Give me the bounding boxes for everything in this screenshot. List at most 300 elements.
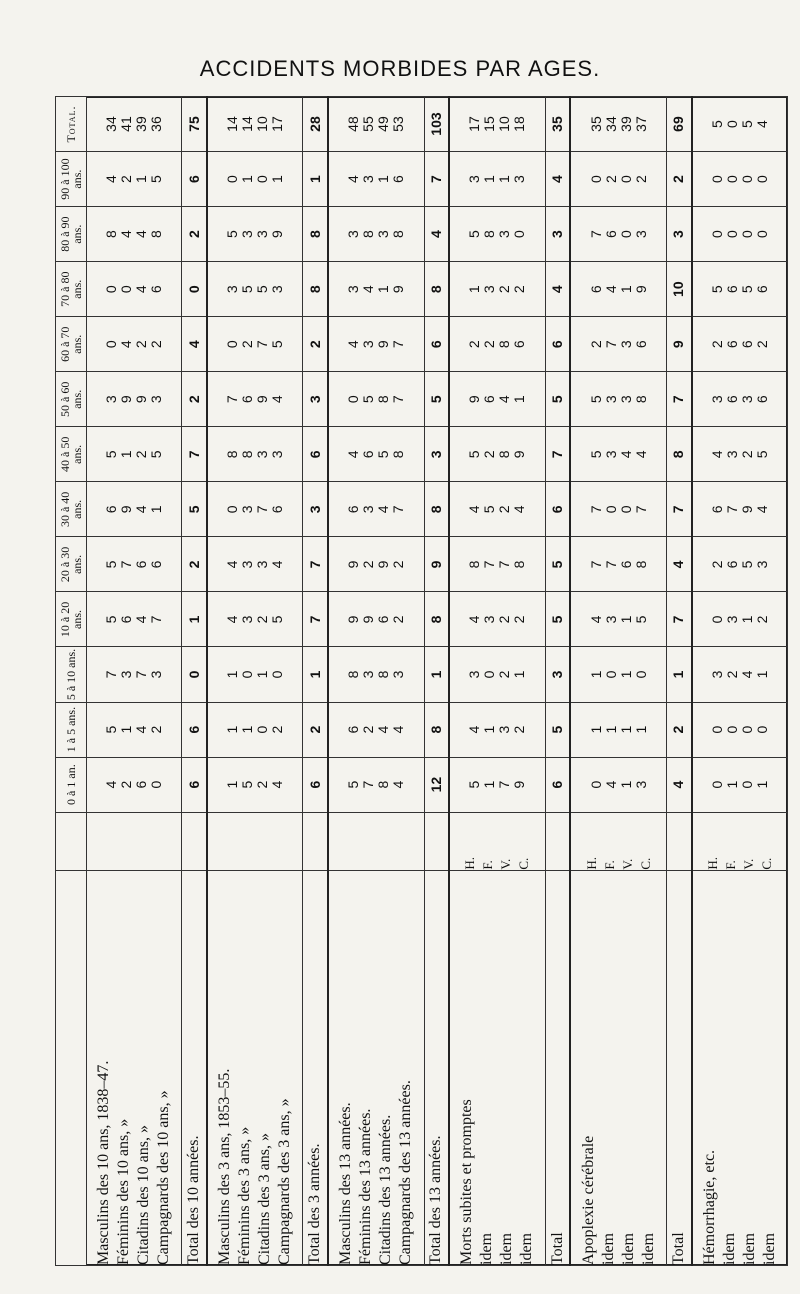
value: 5 [103,560,120,569]
row-label-line: Masculins des 10 ans, 1838–47. [95,1060,113,1265]
value: 0 [723,175,740,183]
age-header: 80 à 90 ans. [56,207,87,262]
value: 4 [549,285,566,294]
row-label-line: Campagnards des 3 ans, » [276,1098,294,1265]
value: 7 [390,505,407,514]
value: 5 [632,615,649,624]
value: 3 [360,505,377,514]
row-label-line: Total [669,1232,687,1265]
value: 1 [602,725,619,734]
value: 1 [306,670,323,679]
row-label-line: idem [619,1233,637,1265]
value-cell [692,207,788,262]
value: 7 [670,505,687,514]
value: 6 [118,615,135,624]
value: 4 [549,175,566,183]
value: 8 [427,285,444,294]
value: 0 [602,505,619,514]
value-cell [328,592,424,647]
data-row [87,97,182,1266]
value-cell [303,207,328,262]
value: 0 [224,175,241,183]
total-row [182,97,207,1266]
value: 1 [224,725,241,734]
value: 4 [345,340,362,349]
value: 2 [133,340,150,349]
value: 49 [375,116,392,132]
value: 3 [269,450,286,459]
value: 2 [466,340,483,349]
value: 2 [753,340,770,349]
sex-code-cell [207,812,303,870]
value: 0 [738,725,755,734]
row-label-line: idem [599,1233,617,1265]
value: 2 [738,450,755,459]
value: 7 [602,560,619,569]
value: 0 [269,670,286,679]
row-label-line: Féminins des 3 ans, » [236,1126,254,1265]
value: 5 [738,560,755,569]
value-cell [182,702,207,757]
value: 0 [587,175,604,183]
value: 5 [148,175,165,183]
value: 1 [511,395,528,404]
value: 4 [602,780,619,789]
value: 4 [103,175,120,183]
value: 3 [753,560,770,569]
value-cell [182,537,207,592]
value: 4 [224,560,241,569]
value-cell [303,592,328,647]
data-row [207,97,303,1266]
value: 5 [549,395,566,404]
value: 4 [133,230,150,239]
value-cell [207,537,303,592]
value-cell [545,97,570,152]
value: 7 [670,615,687,624]
value-cell [449,427,545,482]
value: 0 [224,340,241,349]
value: 4 [118,230,135,239]
value: 1 [738,615,755,624]
value: 4 [466,505,483,514]
value-cell [424,757,449,812]
value: 4 [269,780,286,789]
value: 1 [617,780,634,789]
value-cell [207,152,303,207]
row-label-line: Total des 13 années. [427,1135,445,1265]
value-cell [303,97,328,152]
value: 2 [118,175,135,183]
value: 1 [224,670,241,679]
value-cell [449,482,545,537]
value: 7 [254,505,271,514]
value: 3 [496,230,513,239]
value: 5 [708,120,725,128]
row-label-line: Masculins des 3 ans, 1853–55. [216,1068,234,1265]
value-cell [207,372,303,427]
sex-code: V. [619,858,635,870]
value: 3 [103,395,120,404]
sex-code-cell [666,812,691,870]
value: 7 [185,450,202,459]
value-cell [449,757,545,812]
value-cell [449,207,545,262]
value-cell [87,372,182,427]
value-cell [545,372,570,427]
value: 5 [345,780,362,789]
value-cell [328,482,424,537]
value: 3 [239,615,256,624]
value: 7 [602,340,619,349]
sex-code: F. [480,860,496,870]
value: 9 [118,395,135,404]
value-cell [570,372,666,427]
value-cell [666,262,691,317]
value: 5 [254,285,271,294]
value: 3 [345,230,362,239]
value: 5 [224,230,241,239]
value-cell [328,427,424,482]
value-cell [424,647,449,702]
value: 5 [427,395,444,404]
value: 3 [254,450,271,459]
value: 8 [375,780,392,789]
row-label-line: idem [498,1233,516,1265]
value: 35 [587,116,604,132]
value: 2 [753,615,770,624]
value: 4 [133,505,150,514]
value: 2 [511,285,528,294]
value: 9 [375,560,392,569]
sex-header [56,812,87,870]
value-cell [449,592,545,647]
value: 4 [133,725,150,734]
value: 7 [360,780,377,789]
value: 5 [269,340,286,349]
value-cell [182,97,207,152]
value: 8 [481,230,498,239]
value: 7 [632,505,649,514]
value: 7 [103,670,120,679]
value: 8 [632,395,649,404]
value: 0 [708,175,725,183]
value: 34 [103,116,120,132]
value: 3 [708,395,725,404]
value: 4 [224,615,241,624]
value-cell [545,482,570,537]
sex-code: H. [583,857,599,870]
value-cell [570,427,666,482]
value: 5 [481,505,498,514]
label-header [56,870,87,1265]
value: 9 [511,780,528,789]
value-cell [692,592,788,647]
value: 6 [511,340,528,349]
value: 5 [269,615,286,624]
age-header: 30 à 40 ans. [56,482,87,537]
value-cell [449,152,545,207]
value: 7 [306,560,323,569]
value: 4 [360,285,377,294]
value: 5 [239,285,256,294]
value-cell [424,97,449,152]
value-cell [666,317,691,372]
value: 3 [390,670,407,679]
value: 10 [670,281,687,297]
row-label-line: idem [760,1233,778,1265]
value-cell [207,647,303,702]
value: 8 [496,340,513,349]
value-cell [692,262,788,317]
value: 8 [375,670,392,679]
value: 1 [670,670,687,679]
value: 1 [753,780,770,789]
value-cell [666,372,691,427]
row-label-line: Citadins des 10 ans, » [135,1125,153,1265]
value-cell [87,427,182,482]
value: 0 [587,780,604,789]
value-cell [666,207,691,262]
value: 0 [632,670,649,679]
value-cell [570,482,666,537]
value: 3 [239,505,256,514]
value: 4 [118,340,135,349]
value: 7 [133,670,150,679]
sex-code: C. [516,857,532,870]
value-cell [692,427,788,482]
value-cell [692,152,788,207]
value: 2 [708,560,725,569]
value-cell [666,97,691,152]
value: 5 [466,450,483,459]
value: 2 [185,230,202,239]
value: 1 [617,670,634,679]
value: 0 [185,285,202,294]
value-cell [666,482,691,537]
value: 3 [360,340,377,349]
value: 3 [617,395,634,404]
sex-code: F. [722,860,738,870]
sex-code-cell [545,812,570,870]
value: 6 [185,780,202,789]
value: 0 [185,670,202,679]
value: 10 [496,116,513,132]
value: 8 [224,450,241,459]
value: 5 [587,395,604,404]
sex-code-cell [424,812,449,870]
value: 75 [185,116,202,132]
value-cell [328,152,424,207]
value-cell [328,262,424,317]
value: 8 [103,230,120,239]
data-row [449,97,545,1266]
value: 3 [549,230,566,239]
value-cell [303,537,328,592]
value: 8 [306,285,323,294]
value: 8 [306,230,323,239]
value-cell [207,262,303,317]
value: 5 [466,780,483,789]
value: 6 [632,340,649,349]
value: 6 [185,725,202,734]
value-cell [666,757,691,812]
value: 9 [466,395,483,404]
value: 2 [254,780,271,789]
value: 8 [390,230,407,239]
value: 18 [511,116,528,132]
value-cell [545,427,570,482]
value-cell [182,592,207,647]
value: 55 [360,116,377,132]
value: 3 [602,395,619,404]
row-label-line: Hémorrhagie, etc. [700,1149,718,1265]
value: 5 [103,725,120,734]
sex-code-cell [328,812,424,870]
value: 1 [632,725,649,734]
value: 2 [306,725,323,734]
value: 5 [708,285,725,294]
value: 6 [239,395,256,404]
value: 3 [738,395,755,404]
value: 2 [481,340,498,349]
value: 9 [254,395,271,404]
value: 7 [496,560,513,569]
age-header: Total. [56,97,87,152]
value-cell [182,152,207,207]
value: 4 [390,725,407,734]
value: 0 [753,230,770,239]
value: 2 [133,450,150,459]
value: 1 [375,285,392,294]
value: 5 [587,450,604,459]
value: 9 [375,340,392,349]
value: 1 [269,175,286,183]
row-label [692,870,788,1265]
row-label [449,870,545,1265]
value: 3 [427,450,444,459]
value: 5 [239,780,256,789]
value: 4 [375,505,392,514]
value-cell [182,372,207,427]
value-cell [182,207,207,262]
sex-code-cell [182,812,207,870]
total-row [545,97,570,1266]
value-cell [545,757,570,812]
value-cell [424,207,449,262]
value-cell [570,537,666,592]
value: 2 [390,615,407,624]
value-cell [449,97,545,152]
value: 4 [602,285,619,294]
value: 7 [587,230,604,239]
value: 4 [617,450,634,459]
value: 1 [375,175,392,183]
value-cell [424,262,449,317]
value-cell [87,317,182,372]
value: 103 [427,112,444,136]
value-cell [570,152,666,207]
value: 2 [496,670,513,679]
value: 3 [375,230,392,239]
value-cell [328,647,424,702]
value: 0 [723,120,740,128]
value-cell [545,647,570,702]
value: 2 [587,340,604,349]
value: 28 [306,116,323,132]
value: 36 [148,116,165,132]
row-label-line: Total des 3 années. [306,1143,324,1265]
value: 1 [239,725,256,734]
value: 17 [269,116,286,132]
value-cell [545,702,570,757]
value: 1 [587,670,604,679]
row-label-line: Campagnards des 13 années. [397,1080,415,1265]
sex-code-cell [692,812,788,870]
value: 9 [345,615,362,624]
value: 6 [148,285,165,294]
value: 6 [306,450,323,459]
value: 0 [708,230,725,239]
value: 3 [617,340,634,349]
value-cell [570,702,666,757]
value: 2 [360,560,377,569]
value-cell [182,427,207,482]
value: 5 [103,615,120,624]
row-label-line: Morts subites et promptes [458,1099,476,1265]
value: 2 [708,340,725,349]
value: 9 [360,615,377,624]
value: 1 [496,175,513,183]
value: 1 [723,780,740,789]
value: 2 [602,175,619,183]
value: 1 [118,450,135,459]
value: 1 [466,285,483,294]
value: 1 [306,175,323,183]
value: 0 [511,230,528,239]
value: 6 [390,175,407,183]
value: 6 [133,560,150,569]
value-cell [545,317,570,372]
value: 39 [617,116,634,132]
value: 3 [118,670,135,679]
value-cell [666,537,691,592]
value: 2 [118,780,135,789]
value: 9 [511,450,528,459]
value-cell [570,592,666,647]
value: 0 [617,175,634,183]
value-cell [182,757,207,812]
value: 2 [185,395,202,404]
value: 9 [738,505,755,514]
value-cell [87,482,182,537]
value: 8 [427,725,444,734]
value: 4 [466,725,483,734]
value: 8 [427,615,444,624]
value-cell [87,207,182,262]
value-cell [449,372,545,427]
value: 2 [481,450,498,459]
row-label [182,870,207,1265]
value-cell [303,427,328,482]
value: 1 [239,175,256,183]
value: 4 [496,395,513,404]
value-cell [449,647,545,702]
value: 6 [708,505,725,514]
value: 3 [670,230,687,239]
value-cell [207,427,303,482]
row-label-line: Féminins des 13 années. [357,1108,375,1265]
